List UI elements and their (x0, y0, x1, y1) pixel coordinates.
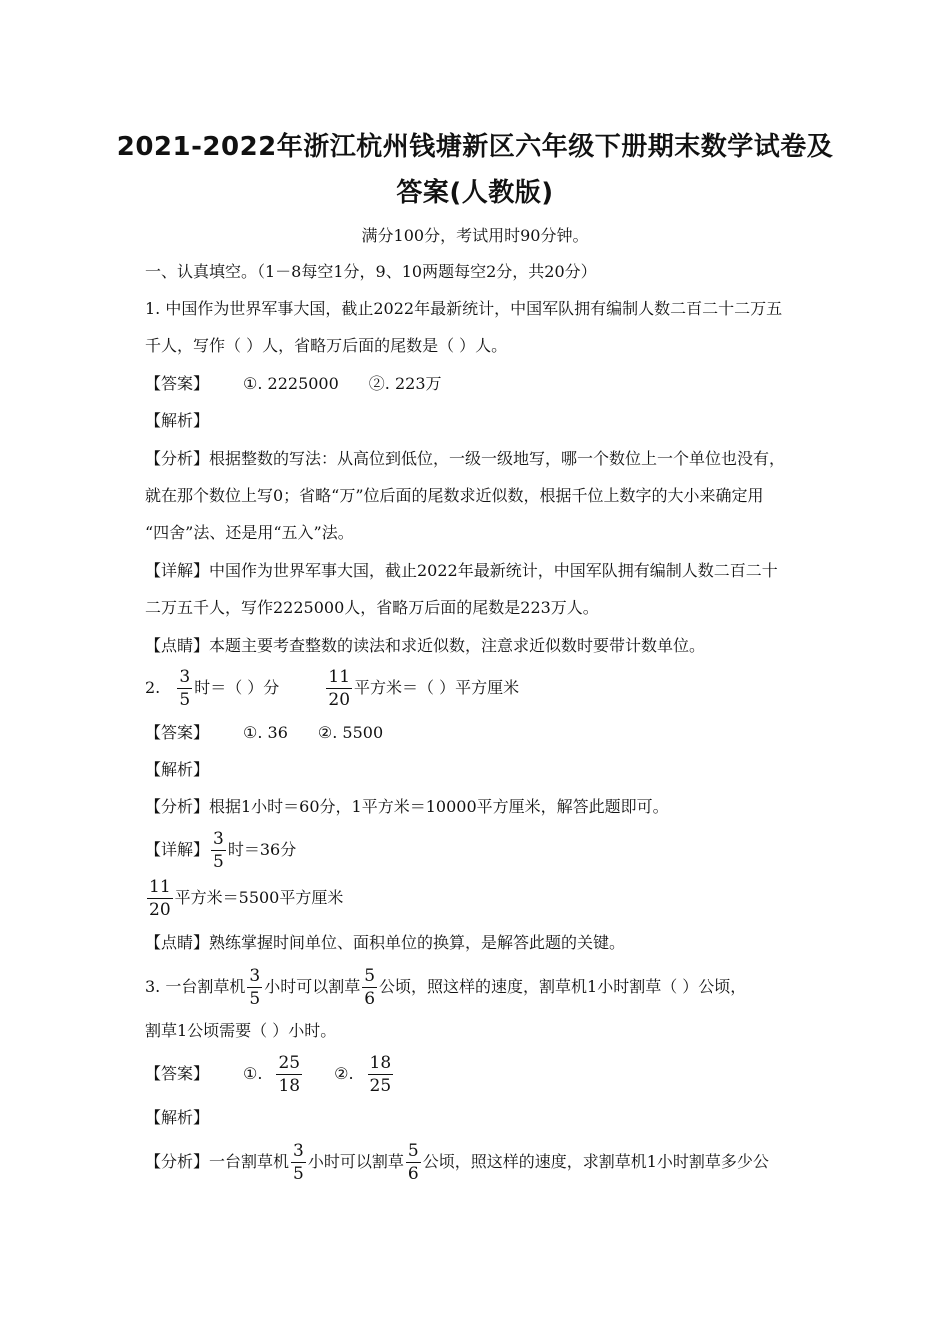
q3-analysis-fraction-2: $\frac{5}{6}$ (407, 1141, 419, 1184)
q2-answer-b: ②. 5500 (317, 723, 384, 742)
q3-text-line2: 割草1公顷需要（ ）小时。 (145, 1021, 337, 1040)
q2-answer-row (145, 723, 383, 743)
q1-text-line1: 1. 中国作为世界军事大国，截止2022年最新统计，中国军队拥有编制人数二百二十二万五 (145, 299, 783, 318)
q3-answer-a-fraction: $\frac{25}{18}$ (278, 1053, 301, 1096)
q3-analysis-pre: 【分析】一台割草机 (145, 1152, 290, 1171)
q3-answer-b-label: ②. (334, 1064, 354, 1083)
q1-answer-row (145, 374, 442, 394)
doc-title-line2: 答案(人教版) (396, 178, 554, 208)
q2-detail-fraction-2: $\frac{11}{20}$ (149, 877, 171, 920)
q3-jiexi: 【解析】 (145, 1108, 210, 1127)
q3-analysis-line1 (145, 1140, 769, 1185)
answer-tag: 【答案】 (145, 723, 210, 742)
q2-detail-line2 (145, 876, 343, 921)
q3-answer-b-fraction: $\frac{18}{25}$ (369, 1053, 392, 1096)
q2-text (145, 666, 519, 711)
q3-answer-a-label: ①. (243, 1064, 263, 1083)
q3-fraction-2: $\frac{5}{6}$ (364, 966, 376, 1009)
q2-fraction-1: $\frac{3}{5}$ (179, 667, 191, 710)
section-heading: 一、认真填空。（1－8每空1分，9、10两题每空2分，共20分） (145, 262, 597, 281)
q1-detail-line2: 二万五千人，写作2225000人，省略万后面的尾数是223万人。 (145, 598, 599, 617)
answer-tag: 【答案】 (145, 1064, 210, 1083)
q3-text-pre: 3. 一台割草机 (145, 977, 246, 996)
q3-analysis-mid: 小时可以割草 (307, 1152, 404, 1171)
q1-analysis-line1: 【分析】根据整数的写法：从高位到低位，一级一级地写，哪一个数位上一个单位也没有， (145, 449, 786, 468)
q3-text-line1 (145, 965, 746, 1010)
q2-jiexi: 【解析】 (145, 760, 210, 779)
q2-analysis: 【分析】根据1小时＝60分，1平方米＝10000平方厘米，解答此题即可。 (145, 797, 669, 816)
q2-detail-line1 (145, 828, 296, 873)
q2-detail-text-1: 时＝36分 (227, 840, 297, 859)
q2-tip: 【点睛】熟练掌握时间单位、面积单位的换算，是解答此题的关键。 (145, 933, 626, 952)
q1-detail-line1: 【详解】中国作为世界军事大国，截止2022年最新统计，中国军队拥有编制人数二百二十 (145, 561, 778, 580)
q2-text-1: 时＝（ ）分 (194, 678, 280, 697)
q1-answer-b: ②. 223万 (368, 374, 442, 393)
detail-tag: 【详解】 (145, 840, 210, 859)
q1-text-line2: 千人，写作（ ）人，省略万后面的尾数是（ ）人。 (145, 336, 508, 355)
doc-subtitle: 满分100分，考试用时90分钟。 (361, 226, 589, 245)
q2-number: 2. (145, 678, 161, 697)
q1-tip: 【点睛】本题主要考查整数的读法和求近似数，注意求近似数时要带计数单位。 (145, 636, 706, 655)
q1-jiexi: 【解析】 (145, 411, 210, 430)
q2-text-2: 平方米＝（ ）平方厘米 (354, 678, 520, 697)
q3-text-mid: 小时可以割草 (264, 977, 361, 996)
q3-text-post: 公顷，照这样的速度，割草机1小时割草（ ）公顷， (379, 977, 747, 996)
q1-answer-a: ①. 2225000 (243, 374, 339, 393)
q3-answer-row (145, 1052, 395, 1097)
q3-analysis-post: 公顷，照这样的速度，求割草机1小时割草多少公 (422, 1152, 769, 1171)
doc-title-line1: 2021-2022年浙江杭州钱塘新区六年级下册期末数学试卷及 (116, 132, 834, 162)
q2-answer-a: ①. 36 (243, 723, 288, 742)
q2-detail-text-2: 平方米＝5500平方厘米 (174, 888, 344, 907)
q2-detail-fraction-1: $\frac{3}{5}$ (213, 829, 224, 872)
q1-analysis-line3: “四舍”法、还是用“五入”法。 (145, 523, 354, 542)
q3-fraction-1: $\frac{3}{5}$ (249, 966, 261, 1009)
answer-tag: 【答案】 (145, 374, 210, 393)
q3-analysis-fraction-1: $\frac{3}{5}$ (293, 1141, 304, 1184)
q2-fraction-2: $\frac{11}{20}$ (328, 667, 351, 710)
q1-analysis-line2: 就在那个数位上写0；省略“万”位后面的尾数求近似数，根据千位上数字的大小来确定用 (145, 486, 764, 505)
